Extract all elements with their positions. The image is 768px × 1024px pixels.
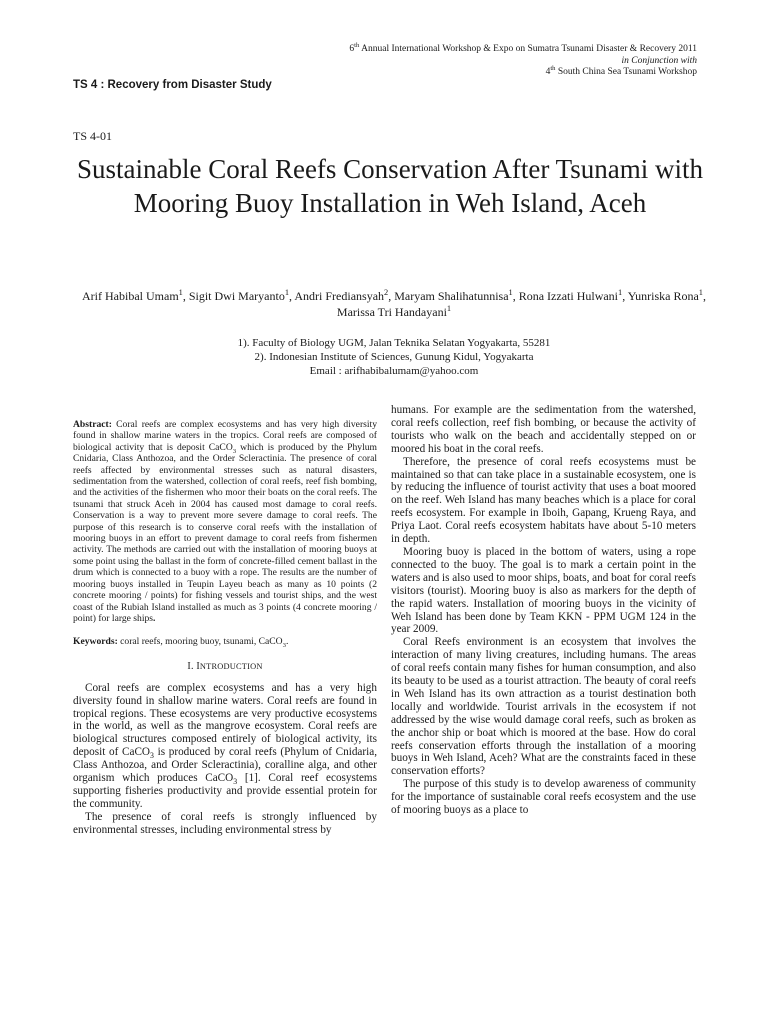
conference-line-2: in Conjunction with [621,55,697,66]
body-paragraph: The presence of coral reefs is strongly influenced by environmental stresses, including environmental stress by [73,810,377,836]
body-paragraph: humans. For example are the sedimentation from the watershed, coral reefs collection, reef fish bombing, or because the activity of tourists who walk on the beach and accidentally stepped on or moored his boat in the coral reefs. [391,404,696,455]
conference-line-1 [277,41,697,56]
abstract: Abstract: Coral reefs are complex ecosystems and has very high diversity found in shallow marine waters in the tropics. Coral reefs are composed of biological activity that is deposit CaCO$_3$ which is produced by the Phylum Cnidaria, Class Anthozoa, and the Order Scleractinia. The presence of coral reefs affected by environmental stresses such as natural disasters, sedimentation from the watershed, collection of coral reefs, reef fish bombing, and the activities of the fishermen who moor their boats on the coral reefs. The tsunami that struck Aceh in 2004 has caused most damage to coral reefs. Conservation is a way to prevent more severe damage to coral reefs. The purpose of this research is to conserve coral reefs with the installation of mooring buoys in an effort to prevent damage to coral reefs from fishermen activity. The methods are carried out with the installation of mooring buoys at some point using the ballast in the form of concrete-filled cement ballast in the drum which is connected to a buoy with a rope. The results are the number of mooring buoys installed in Teupin Layeu beach as many as 10 points (2 concrete mooring / points) for fishing vessels and tourist ships, and the west coast of the Rubiah Island installed as much as 3 points (4 concrete mooring / point) for large ships. [73,419,377,624]
keywords: Keywords: coral reefs, mooring buoy, tsunami, CaCO$_3$. [73,636,289,650]
right-column [391,404,696,817]
conference-header [277,41,697,79]
ordinal-suffix: th [354,41,360,49]
author: Andri Frediansyah$^2$, [294,288,395,303]
conference-line-3 [277,64,697,79]
body-paragraph: Therefore, the presence of coral reefs ecosystems must be maintained so that can take place in a sustainable ecosystem, one is by reducing the influence of tourist activity that uses a boat moored on the reef. Weh Island has many beaches which is a place for coral reefs ecosystem. For example in Iboih, Gapang, Krueng Raya, and Priya Laot. Coral reefs ecosystem habitats have about 5-10 meters in depth. [391,455,696,546]
author: Rona Izzati Hulwani$^1$, [518,288,628,303]
conference-name: Annual International Workshop & Expo on Sumatra Tsunami Disaster & Recovery 2011 [359,44,697,54]
contact-email: Email : arifhabibalumam@yahoo.com [309,365,479,377]
author: Arif Habibal Umam$^1$, [82,288,189,303]
session-label: TS 4 : Recovery from Disaster Study [73,79,272,91]
body-paragraph: The purpose of this study is to develop awareness of community for the importance of sustainable coral reefs ecosystem and the use of mooring buoys as a place to [391,778,696,817]
author: Maryam Shalihatunnisa$^1$, [394,288,519,303]
paper-title: Sustainable Coral Reefs Conservation After Tsunami with Mooring Buoy Installation in Weh Island, Aceh [76,154,703,218]
author: Yunriska Rona$^1$, [627,288,706,303]
keywords-label: Keywords: [73,636,118,648]
section-heading-introduction: I. INTRODUCTION [187,660,263,672]
body-paragraph: Coral Reefs environment is an ecosystem that involves the interaction of many living creatures, including humans. The areas of coral reefs contain many fishes for human consumption, and also its beauty to be used as a tourist attraction. The beauty of coral reefs in Weh Island has its own attraction as a tourist destination both locally and worldwide. Tourist arrivals in the ecosystem if not addressed by the wise would damage coral reefs, such as broken as the anchor ship or boat which is moored at the base. How do coral reefs conservation efforts through the installation of a mooring buoys in Weh Island, Aceh? What are the constraints faced in these conservation efforts? [391,636,696,778]
workshop-name: South China Sea Tsunami Workshop [555,67,697,77]
affiliation-1: 1). Faculty of Biology UGM, Jalan Teknika Selatan Yogyakarta, 55281 [237,337,551,349]
left-column [73,404,377,837]
ordinal-number: 4 [545,67,551,77]
affiliations [100,336,688,378]
author-list [80,288,708,320]
body-paragraph: Coral reefs are complex ecosystems and has a very high diversity found in shallow marine waters. Coral reefs are found in tropical regions. These ecosystems are very productive ecosystems in the world, as well as the mangrove ecosystem. Coral reefs are biological structures composed entirely of biological activity, its deposit of CaCO$_3$ is produced by coral reefs (Phylum of Cnidaria, Class Anthozoa, and Order Scleractinia), coralline alga, and other organism which produces CaCO$_3$ [1]. Coral reef ecosystems supporting fisheries productivity and provide essential protein for the community. [73,681,377,810]
ordinal-suffix: th [550,64,556,72]
paper-id: TS 4-01 [73,129,112,143]
author: Sigit Dwi Maryanto$^1$, [188,288,295,303]
ordinal-number: 6 [349,44,355,54]
abstract-label: Abstract: [73,419,112,430]
body-paragraph: Mooring buoy is placed in the bottom of waters, using a rope connected to the buoy. The goal is to mark a certain point in the waters and is also used to moor ships, boats, and boat for coral reefs visitors (tourist). Mooring buoy is also as markers for the depth of the rapid waters. Installation of mooring buoys in the vicinity of Weh Island has been done by Team KKN - PPM UGM 124 in the year 2009. [391,545,696,636]
author: Marissa Tri Handayani$^1$ [336,304,452,319]
affiliation-2: 2). Indonesian Institute of Sciences, Gunung Kidul, Yogyakarta [254,351,534,363]
